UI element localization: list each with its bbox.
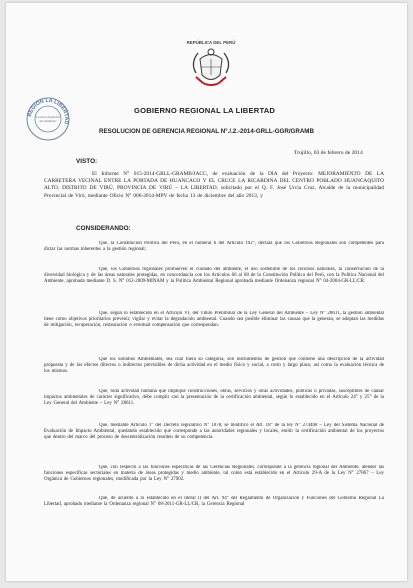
government-title: GOBIERNO REGIONAL LA LIBERTAD <box>134 106 276 115</box>
paragraph: Que, la Constitución Política del Perú, en el numeral 6 del Artículo 192°, declara que los Gobiernos Regionales son competentes para dictar las normas inherentes a la gestión regional; <box>44 241 384 253</box>
visto-heading: VISTO: <box>76 158 98 165</box>
date-line: Trujillo, 03 de febrero de 2014 <box>294 150 363 156</box>
paragraph: Que los Estudios Ambientales, sea cual fuera su categoría, son instrumentos de gestión que contiene una descripción de la actividad propuesta y de los efectos directos o indirectos previsibles de dicha actividad en el medio físico y social, a corto y largo plazo, así como la evaluación técnica de los mismos. <box>44 357 384 375</box>
seal-caption: REPÚBLICA DEL PERÚ <box>186 40 236 45</box>
considerando-heading: CONSIDERANDO: <box>76 225 131 232</box>
paragraph: Que, mediante Artículo 1° del Decreto legislativo N° 1078, se modificó el Art. 18° de la ley N° 274468 – Ley del Sistema Nacional de Evaluación de Impacto Ambiental, quedando establecido que corresponde a las autoridades regionales y locales, emitir la certificación ambiental de los proyectos que dentro del marco del proceso de descentralización resulten de su competencia. <box>44 423 384 441</box>
svg-text:Gerencia Regional: Gerencia Regional <box>36 115 60 119</box>
svg-text:del Ambiente: del Ambiente <box>39 119 57 123</box>
paragraph: Que, los Gobiernos regionales promueven el cuidado del ambiente, el uso sostenible de los recursos naturales, la conservación de la diversidad biológica y de las áreas naturales protegidas, en concordancia con los Artículos 66 al 68 de la Constitución Política del Perú, con la Política Nacional del Ambiente, aprobada mediante D. S. N° 012-2009-MINAM y la Política Ambiental Regional aprobada mediante Ordenanza regional N° 04-2004-GR-LL/CR. <box>44 267 384 285</box>
visto-paragraph: El Informe N° 015-2014-GRLL-GRAMB/JACC, de evaluación de la DIA del Proyecto: MEJORAMIENTO DE LA CARRETERA VECINAL ENTRE LA PORTADA DE HUANCACO Y EL CRUCE LA RICARDINA DEL CENTRO POBLADO HUANCAQUITO ALTO, DISTRITO DE VIRÚ, PROVINCIA DE VIRÚ – LA LIBERTAD, solicitado por el Q. F. José Urcia Cruz, Alcalde de la municipalidad Provincial de Virú, mediante Oficio N° 006-2014-MPV de fecha 13 de diciembre del año 2013, y <box>44 171 384 199</box>
page-footer-space <box>44 543 384 573</box>
paragraph: Que, con respecto a las funciones específicas de las Gerencias Regionales, corresponde a la gerencia regional del Ambiente, atender las funciones específicas sectoriales en materia de áreas protegidas y medio ambiente, tal como está establecido en el Artículo 29-A de la Ley N° 27867 – Ley Orgánica de Gobiernos regionales, modificada por la Ley N° 27902. <box>44 465 384 483</box>
paragraph: Que, de acuerdo a lo establecido en el literal l) del Art. 94° del Reglamento de Organización y Funciones del Gobierno Regional La Libertad, aprobado mediante la Ordenanza regional N° 08-2011-GR-LL/CR, la Gerencia Regional <box>44 496 384 508</box>
regional-seal-icon <box>26 97 70 141</box>
seal-ring-text: REGION LA LIBERTAD <box>27 97 70 125</box>
paragraph: Que, según lo establecido en el Artículo VI, del Título Preliminar de la Ley General del Ambiente – Ley N° 28611, la gestión ambiental tiene como objetivos prioritarios prevenir, vigilar y evitar la degradación ambiental. Cuando sea posible eliminar las causas que la generan, se adoptan las medidas de mitigación, recuperación, restauración o eventual compensación que correspondan. <box>44 311 384 329</box>
paragraph: Que, toda actividad humana que implique construcciones, obras, servicios y otras actividades, públicas o privadas, susceptibles de causar impactos ambientales de carácter significativo, debe cumplir con la presentación de la certificación ambiental, según lo establecido en el Artículo 24° y 25° de la Ley General del Ambiente – Ley N° 28611. <box>44 389 384 407</box>
coat-of-arms-icon <box>182 37 240 95</box>
resolution-number: RESOLUCION DE GERENCIA REGIONAL N°./.2.-2014-GRLL-GGR/GRAMB <box>99 128 314 135</box>
document-page <box>6 3 407 581</box>
